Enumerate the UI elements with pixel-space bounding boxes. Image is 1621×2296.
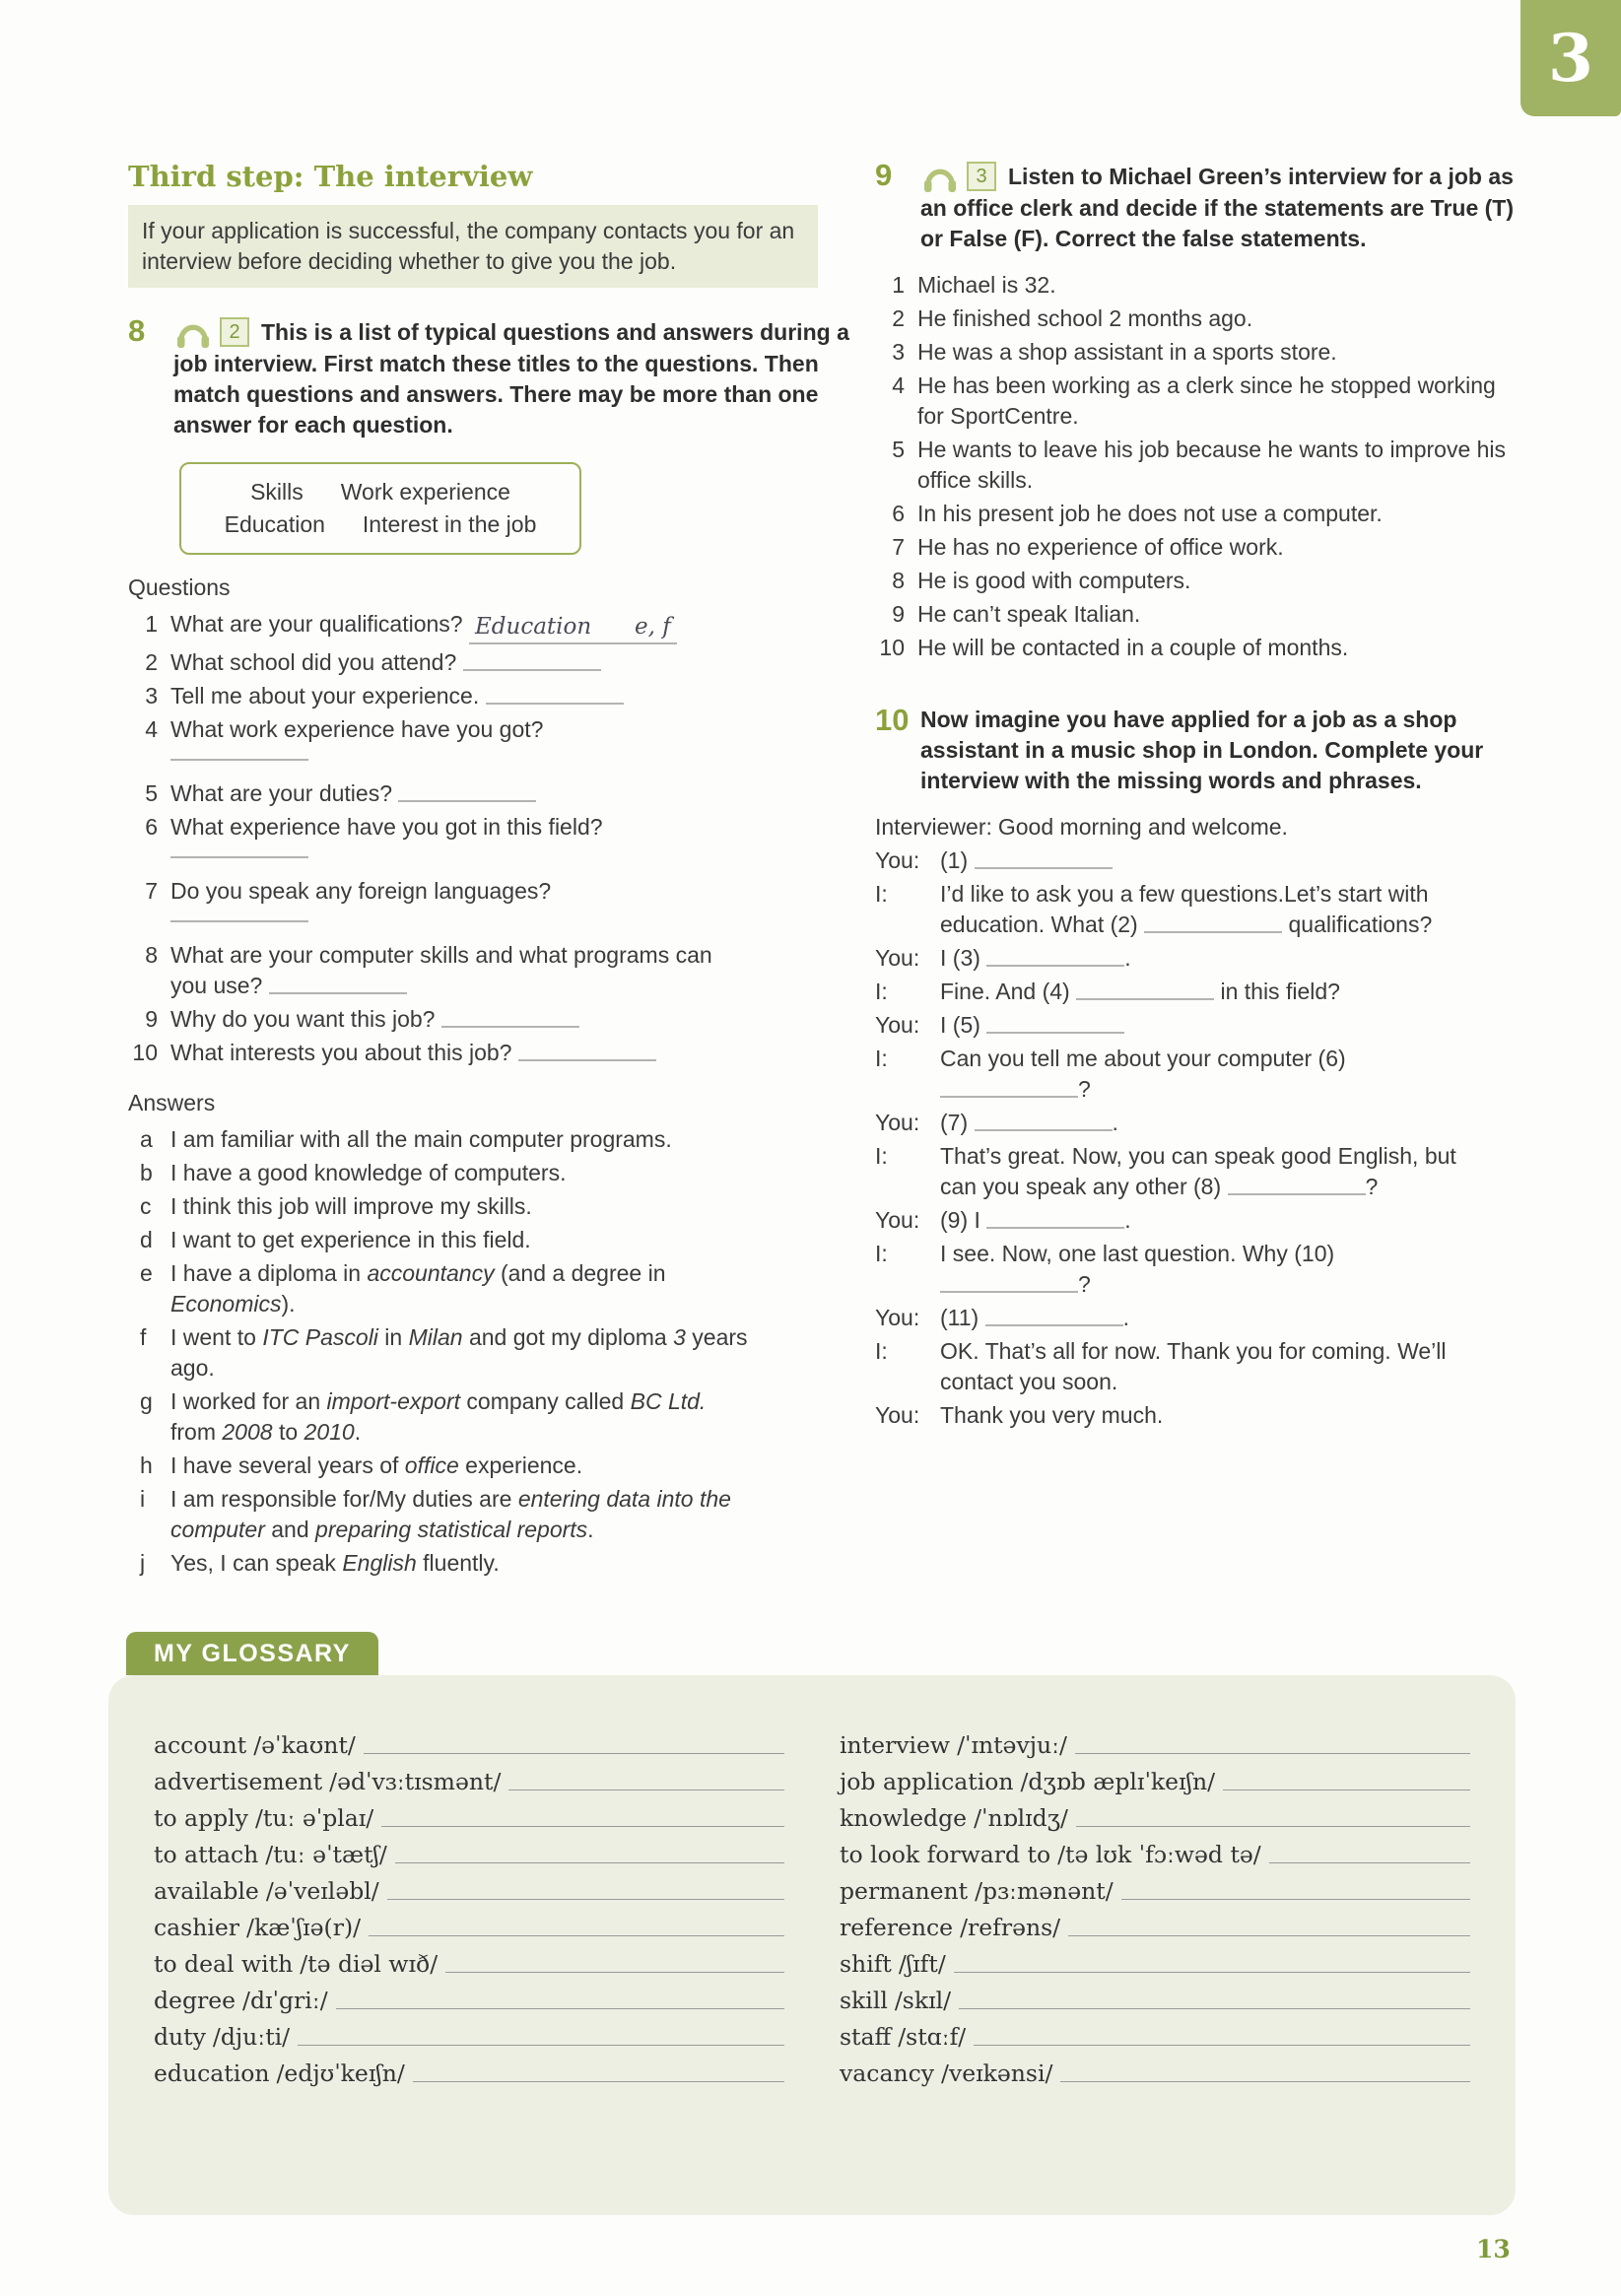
match-titles-box [179,462,581,555]
statement-number: 8 [892,568,905,593]
glossary-word: reference [840,1914,954,1941]
answer-text: I have a diploma in accountancy (and a degree in Economics). [170,1260,666,1317]
question-item [128,778,751,809]
speaker-label: You: [875,1402,920,1428]
dialogue-line [875,1108,1478,1138]
glossary-word: account [154,1731,247,1759]
glossary-word: knowledge [840,1804,968,1832]
answer-letter: b [140,1160,153,1185]
glossary-phonetics: /kæˈʃɪə(r)/ [246,1914,362,1941]
dialogue-text: I (3) . [940,945,1131,971]
glossary-word: duty [154,2023,206,2051]
dialogue-text: (9) I . [940,1207,1131,1233]
answer-line [170,848,308,858]
question-number: 4 [145,716,158,742]
titles-line-2 [189,508,572,541]
question-item [128,647,751,678]
question-text: What interests you about this job? [170,1038,751,1068]
answer-item [128,1158,751,1188]
dialogue-text: Good morning and welcome. [997,814,1288,840]
write-line [1068,1935,1470,1936]
answer-text: I went to ITC Pascoli in Milan and got my diploma 3 years ago. [170,1324,748,1381]
glossary-left-column [154,1722,784,2087]
glossary-word: cashier [154,1914,240,1941]
write-line [445,1972,784,1973]
speaker-label: You: [875,1012,920,1038]
speaker-label: You: [875,847,920,873]
glossary-word: skill [840,1987,888,2014]
glossary-word: education [154,2060,270,2087]
glossary-entry [840,1978,1470,2014]
statement-item [875,532,1514,563]
answer-item [128,1225,751,1255]
glossary-phonetics: /tə lʊk ˈfɔːwəd tə/ [1057,1841,1261,1868]
exercise-number: 10 [875,703,910,737]
audio-track-number: 2 [220,317,249,347]
question-number: 2 [145,649,158,675]
questions-list [128,609,751,1068]
dialogue-line [875,977,1478,1007]
question-item [128,609,751,644]
glossary-entry [154,1941,784,1978]
glossary-phonetics: /veɪkənsi/ [941,2060,1053,2087]
dialogue-line [875,1205,1478,1236]
question-text: Tell me about your experience. [170,681,751,711]
page-number: 13 [1476,2235,1511,2263]
glossary-panel [108,1640,1516,2215]
statement-text: He finished school 2 months ago. [917,305,1253,331]
exercise-8-header [128,315,849,440]
glossary-word: job application [840,1768,1014,1795]
write-line [369,1935,784,1936]
dialogue-text: Fine. And (4) in this field? [940,979,1340,1004]
dialogue-line [875,1303,1478,1333]
glossary-phonetics: /ˈnɒlɪdʒ/ [974,1804,1068,1832]
dialogue-line [875,1044,1478,1105]
instruction-text: This is a list of typical questions and answers during a job interview. First match these titles to the questions. Then match questions and answers. There may be more than one answer for each question. [173,319,849,438]
dialogue-text: (11) . [940,1305,1129,1330]
glossary-phonetics: /əˈveɪləbl/ [265,1877,379,1905]
statement-item [875,499,1514,529]
write-line [1121,1899,1470,1900]
speaker-label: I: [875,1338,888,1364]
answer-letter: a [140,1126,153,1152]
glossary-entry [154,1978,784,2014]
title-option: Education [224,511,325,537]
statement-text: He is good with computers. [917,568,1191,593]
dialogue-text: Thank you very much. [940,1402,1164,1428]
dialogue-text: OK. That’s all for now. Thank you for coming. We’ll contact you soon. [940,1338,1447,1394]
question-item [128,1004,751,1035]
intro-paragraph: If your application is successful, the company contacts you for an interview before deciding whether to give you the job. [128,205,818,288]
write-line [336,2008,784,2009]
question-item [128,812,751,843]
write-line [954,1972,1470,1973]
glossary-phonetics: /skɪl/ [894,1987,952,2014]
dialogue-text: I see. Now, one last question. Why (10) ? [940,1241,1335,1297]
answer-text: I am responsible for/My duties are entering data into the computer and preparing statistical reports. [170,1486,731,1542]
instruction-text: Listen to Michael Green’s interview for a job as an office clerk and decide if the statements are True (T) or False (F). Correct the false statements. [920,164,1515,251]
glossary-entry [154,1832,784,1868]
glossary-entry [840,1941,1470,1978]
titles-line-1 [189,476,572,508]
question-number: 10 [132,1040,158,1065]
answer-text: I want to get experience in this field. [170,1227,531,1252]
title-option: Interest in the job [362,511,537,537]
speaker-label: You: [875,1305,920,1330]
answer-item [128,1484,751,1545]
answers-list [128,1124,751,1579]
exercise-10-header [875,705,1516,796]
glossary-right-column [840,1722,1470,2087]
dialogue-line [875,879,1478,940]
glossary-phonetics: /stɑːf/ [898,2023,967,2051]
speaker-label: You: [875,1110,920,1135]
question-number: 6 [145,814,158,840]
answer-letter: i [140,1486,146,1512]
statement-number: 1 [892,272,905,298]
question-item [128,1038,751,1068]
question-text: What are your computer skills and what programs can you use? [170,942,712,998]
statement-text: He has no experience of office work. [917,534,1284,560]
glossary-phonetics: /pɜːmənənt/ [975,1877,1114,1905]
statement-item [875,599,1514,630]
dialogue-text: (1) [940,845,1478,876]
statement-item [875,304,1514,334]
statement-number: 4 [892,372,905,398]
glossary-phonetics: /tuː əˈplaɪ/ [254,1804,374,1832]
write-line [364,1753,784,1754]
speaker-label: You: [875,945,920,971]
audio-widget [173,315,249,349]
glossary-entry [840,2014,1470,2051]
glossary-word: interview [840,1731,951,1759]
write-line [1060,2081,1470,2082]
question-text-body: What are your qualifications? [170,611,469,637]
dialogue-line [875,812,1478,843]
statement-text: He was a shop assistant in a sports store. [917,339,1337,365]
dialogue-text: I (5) [940,1010,1478,1041]
glossary-entry [840,1722,1470,1759]
headphones-icon [173,315,213,349]
answer-item [128,1124,751,1155]
question-item [128,714,751,745]
speaker-label: You: [875,1207,920,1233]
statement-number: 10 [879,635,905,660]
glossary-title: MY GLOSSARY [126,1632,378,1675]
question-item [128,940,751,1001]
dialogue-text: That’s great. Now, you can speak good English, but can you speak any other (8) ? [940,1143,1456,1199]
write-line [395,1862,784,1863]
interview-dialogue [875,812,1478,1431]
answer-text: I am familiar with all the main computer programs. [170,1126,672,1152]
question-text: What are your duties? [170,778,751,809]
answer-letter: e [140,1260,153,1286]
glossary-phonetics: /ʃɪft/ [898,1950,946,1978]
audio-track-number: 3 [967,162,996,191]
answer-letter: c [140,1193,152,1219]
glossary-word: degree [154,1987,236,2014]
write-line [413,2081,784,2082]
glossary-entry [840,2051,1470,2087]
unit-number-tab [1520,0,1621,116]
statement-text: Michael is 32. [917,272,1056,298]
answers-label: Answers [128,1090,216,1115]
statement-number: 3 [892,339,905,365]
write-line [959,2008,1470,2009]
question-text: Why do you want this job? [170,1004,751,1035]
glossary-word: permanent [840,1877,969,1905]
dialogue-line [875,943,1478,974]
glossary-entry [154,1759,784,1795]
question-number: 7 [145,878,158,904]
glossary-word: staff [840,2023,892,2051]
dialogue-text: I’d like to ask you a few questions.Let’s start with education. What (2) qualifications? [940,881,1433,937]
glossary-phonetics: /refrəns/ [960,1914,1061,1941]
statement-number: 5 [892,437,905,462]
statement-number: 9 [892,601,905,627]
glossary-word: to apply [154,1804,248,1832]
title-option: Skills [250,479,304,505]
glossary-word: vacancy [840,2060,935,2087]
dialogue-line [875,1141,1478,1202]
dialogue-text: Can you tell me about your computer (6) ? [940,1046,1346,1102]
answer-text: I have a good knowledge of computers. [170,1160,567,1185]
glossary-phonetics: /tə diəl wɪð/ [300,1950,439,1978]
glossary-phonetics: /əˈkaʊnt/ [253,1731,356,1759]
glossary-word: advertisement [154,1768,323,1795]
glossary-phonetics: /edjʊˈkeɪʃn/ [276,2060,405,2087]
exercise-number: 8 [128,313,146,348]
statement-item [875,566,1514,596]
glossary-phonetics: /tuː əˈtætʃ/ [265,1841,387,1868]
dialogue-line [875,845,1478,876]
left-column [128,160,849,1582]
glossary-phonetics: /ədˈvɜːtɪsmənt/ [329,1768,502,1795]
question-number: 8 [145,942,158,968]
answer-letter: h [140,1452,153,1478]
statement-item [875,371,1514,432]
glossary-entry [840,1905,1470,1941]
question-number: 1 [145,611,158,637]
statement-text: He wants to leave his job because he wants to improve his office skills. [917,437,1507,493]
glossary-word: shift [840,1950,892,1978]
title-option: Work experience [340,479,510,505]
statement-text: He has been working as a clerk since he stopped working for SportCentre. [917,372,1496,429]
answer-item [128,1191,751,1222]
answer-item [128,1548,751,1579]
question-text: What school did you attend? [170,647,751,678]
glossary-entry [154,1722,784,1759]
statement-text: He will be contacted in a couple of months. [917,635,1349,660]
unit-number: 3 [1548,20,1593,97]
question-item [128,876,751,907]
answer-text: I worked for an import-export company called BC Ltd. from 2008 to 2010. [170,1388,707,1445]
speaker-label: I: [875,1046,888,1071]
glossary-phonetics: /dɪˈgriː/ [242,1987,328,2014]
statement-item [875,270,1514,301]
glossary-phonetics: /dʒɒb æplɪˈkeɪʃn/ [1020,1768,1216,1795]
glossary-entry [840,1759,1470,1795]
exercise-number: 9 [875,158,893,192]
answer-letter: f [140,1324,147,1350]
dialogue-line [875,1010,1478,1041]
answer-item [128,1258,751,1319]
answer-text: Yes, I can speak English fluently. [170,1550,500,1576]
glossary-word: available [154,1877,259,1905]
exercise-9-instructions [920,160,1516,254]
answer-letter: d [140,1227,153,1252]
glossary-entry [154,2014,784,2051]
question-number: 3 [145,683,158,709]
right-column [875,160,1516,1434]
handwritten-answer: Education e, f [469,612,677,644]
statement-number: 6 [892,501,905,526]
section-heading: Third step: The interview [128,160,533,193]
glossary-entry [154,1905,784,1941]
speaker-label: I: [875,881,888,907]
write-line [298,2045,784,2046]
question-text [170,609,751,644]
write-line [1076,1826,1470,1827]
write-line [381,1826,784,1827]
statement-text: He can’t speak Italian. [917,601,1141,627]
glossary-word: to deal with [154,1950,294,1978]
exercise-8-instructions [173,315,849,440]
glossary-entry [840,1832,1470,1868]
question-item [128,681,751,711]
speaker-label: I: [875,1143,888,1169]
glossary-columns [108,1675,1516,2087]
glossary-entry [154,1795,784,1832]
statements-list [875,270,1514,663]
speaker-label: I: [875,979,888,1004]
write-line [1269,1862,1470,1863]
answer-item [128,1386,751,1448]
exercise-10-instructions: Now imagine you have applied for a job as a shop assistant in a music shop in London. Complete your interview with the missing words and phrases. [920,707,1484,793]
glossary-word: to attach [154,1841,259,1868]
glossary-word: to look forward to [840,1841,1051,1868]
glossary-phonetics: /ˈɪntəvjuː/ [957,1731,1067,1759]
dialogue-text: (7) . [940,1110,1118,1135]
statement-item [875,435,1514,496]
question-number: 5 [145,780,158,806]
statement-number: 2 [892,305,905,331]
dialogue-line [875,1239,1478,1300]
answer-letter: g [140,1388,153,1414]
answer-line [170,912,308,922]
question-text: What work experience have you got? [170,716,544,742]
glossary-entry [840,1868,1470,1905]
answer-item [128,1322,751,1384]
write-line [974,2045,1470,2046]
question-number: 9 [145,1006,158,1032]
glossary-entry [154,1868,784,1905]
statement-item [875,633,1514,663]
statement-number: 7 [892,534,905,560]
statement-item [875,337,1514,368]
answer-line [170,751,308,761]
questions-label: Questions [128,574,231,600]
statement-text: In his present job he does not use a computer. [917,501,1383,526]
speaker-label: I: [875,1241,888,1266]
answer-text: I have several years of office experience. [170,1452,583,1478]
glossary-entry [154,2051,784,2087]
question-text: Do you speak any foreign languages? [170,878,552,904]
write-line [387,1899,784,1900]
exercise-9-header [875,160,1516,254]
audio-widget [920,160,996,193]
headphones-icon [920,160,960,193]
speaker-label: Interviewer: [875,814,992,840]
answer-letter: j [140,1550,146,1576]
glossary-phonetics: /djuːti/ [212,2023,291,2051]
dialogue-line [875,1336,1478,1397]
question-text: What experience have you got in this field? [170,814,603,840]
answer-item [128,1451,751,1481]
answer-text: I think this job will improve my skills. [170,1193,532,1219]
glossary-entry [840,1795,1470,1832]
write-line [1075,1753,1470,1754]
dialogue-line [875,1400,1478,1431]
